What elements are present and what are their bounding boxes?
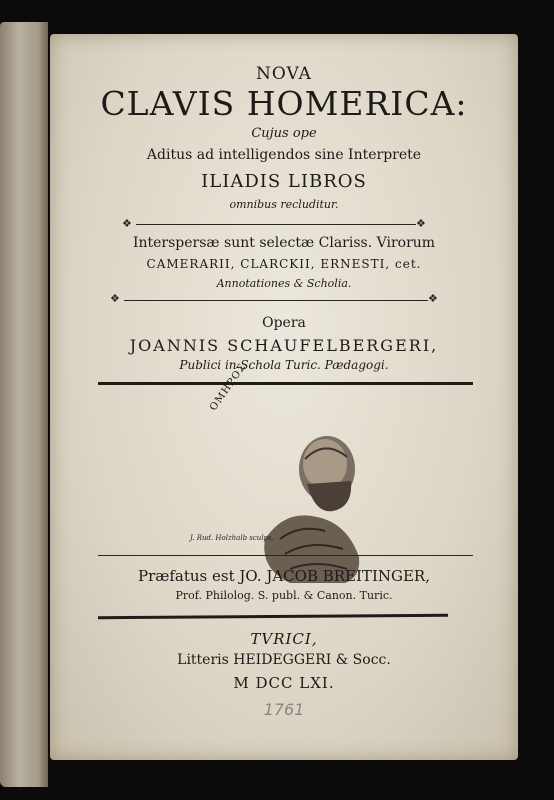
homer-portrait bbox=[255, 419, 380, 584]
ornament-right-1: ❖ bbox=[416, 217, 426, 230]
thick-rule-2 bbox=[98, 614, 448, 619]
ornamental-rule-2 bbox=[124, 300, 428, 301]
pencil-note: 1761 bbox=[263, 700, 305, 719]
portrait-caption: ΟΜΗΡΟΣ bbox=[207, 361, 249, 413]
ornament-left-2: ❖ bbox=[110, 292, 120, 305]
thin-rule bbox=[98, 555, 473, 556]
iliadis-text: ILIADIS LIBROS bbox=[201, 171, 367, 192]
ornament-left-1: ❖ bbox=[122, 217, 132, 230]
omnibus-text: omnibus recluditur. bbox=[229, 198, 339, 211]
opera-text: Opera bbox=[262, 315, 306, 331]
author-name: JOANNIS SCHAUFELBERGERI, bbox=[129, 336, 439, 355]
main-title: CLAVIS HOMERICA: bbox=[100, 84, 468, 123]
annotationes-text: Annotationes & Scholia. bbox=[216, 277, 352, 290]
printer-text: Litteris HEIDEGGERI & Socc. bbox=[177, 652, 391, 668]
ornament-right-2: ❖ bbox=[428, 292, 438, 305]
ornamental-rule-1 bbox=[136, 224, 416, 225]
book-spine bbox=[0, 22, 48, 787]
cujus-ope-text: Cujus ope bbox=[251, 126, 317, 141]
praefatus-text: Præfatus est JO. JACOB BREITINGER, bbox=[137, 567, 430, 585]
year-text: M DCC LXI. bbox=[233, 674, 335, 692]
author-role: Publici in Schola Turic. Pædagogi. bbox=[179, 358, 389, 372]
thick-rule-1 bbox=[98, 382, 473, 385]
interspersae-text: Interspersæ sunt selectæ Clariss. Virorum bbox=[132, 235, 436, 251]
title-page bbox=[50, 34, 518, 760]
nova-text: NOVA bbox=[256, 64, 312, 84]
prof-text: Prof. Philolog. S. publ. & Canon. Turic. bbox=[175, 589, 393, 602]
place-text: TVRICI, bbox=[250, 630, 318, 648]
engraver-credit: J. Rud. Holzhalb sculps. bbox=[190, 534, 274, 542]
names-text: CAMERARII, CLARCKII, ERNESTI, cet. bbox=[146, 257, 422, 271]
aditus-text: Aditus ad intelligendos sine Interprete bbox=[146, 147, 422, 163]
